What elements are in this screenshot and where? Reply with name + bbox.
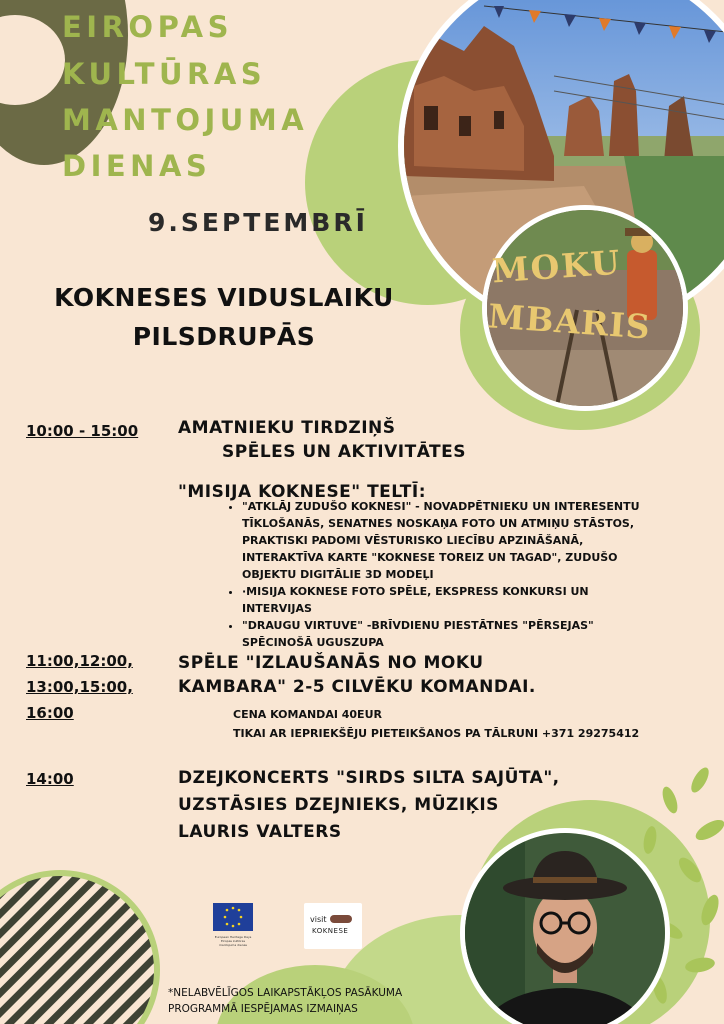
block2-registration-note: TIKAI AR IEPRIEKŠĒJU PIETEIKŠANOS PA TĀLRUNI +371 29275412 [233, 727, 640, 740]
ehd-text-2: Eiropas kultūras [220, 939, 246, 943]
moku-sign-line2: MBARIS [486, 296, 652, 347]
block2-price: CENA KOMANDAI 40EUR [233, 708, 382, 721]
performer-portrait-image [465, 833, 665, 1024]
title-line-3: MANTOJUMA [62, 103, 309, 137]
striped-circle [0, 870, 160, 1024]
moku-sign-line1: MOKU [490, 242, 623, 291]
title-line-2: KULTŪRAS [62, 57, 267, 91]
ehd-text-3: mantojuma dienas [218, 943, 247, 947]
event-date: 9.SEPTEMBRĪ [148, 208, 368, 237]
eu-flag-icon [213, 903, 253, 931]
block1-line1: AMATNIEKU TIRDZIŅŠ [178, 418, 396, 438]
visit-koknese-name: KOKNESE [312, 927, 349, 935]
performer-photo [460, 828, 670, 1024]
tent-title: "MISIJA KOKNESE" TELTĪ: [178, 482, 427, 502]
title-line-4: DIENAS [62, 149, 212, 183]
tent-activity-3: • "DRAUGU VIRTUVE" -BRĪVDIENU PIESTĀTNES "PĒRSEJAS" SPĒCINOŠĀ UGUSZUPA [242, 617, 642, 651]
block1-line2: SPĒLES UN AKTIVITĀTES [222, 442, 466, 462]
footer-note-line2: PROGRAMMĀ IESPĒJAMAS IZMAIŅAS [168, 1003, 358, 1015]
footer-note-line1: *NELABVĒLĪGOS LAIKAPSTĀKĻOS PASĀKUMA [168, 987, 403, 999]
location-heading-line1: KOKNESES VIDUSLAIKU [54, 283, 394, 312]
visit-koknese-logo [304, 903, 362, 949]
visit-koknese-prefix: visit [310, 915, 327, 924]
time-block1: 10:00 - 15:00 [26, 422, 139, 440]
location-heading-line2: PILSDRUPĀS [132, 322, 316, 351]
time-block3: 14:00 [26, 770, 74, 788]
ehd-text-1: European Heritage Days [214, 935, 252, 939]
block3-line1: DZEJKONCERTS "SIRDS SILTA SAJŪTA", [178, 768, 560, 788]
time-block2-line1: 11:00,12:00, [26, 652, 133, 670]
visit-koknese-mark [330, 915, 352, 923]
european-heritage-days-logo [213, 903, 253, 949]
tent-activity-1: • "ATKLĀJ ZUDUŠO KOKNESI" - NOVADPĒTNIEKU UN INTERESENTU TĪKLOŠANĀS, SENATNES NOSKAŅA FOTO UN ATMIŅU STĀSTOS, PRAKTISKI PADOMI VĒSTURISKO LIECĪBU APZINĀŠANĀ, INTERAKTĪVA KARTE "KOKNESE TOREIZ UN TAGAD", ZUDUŠO OBJEKTU DIGITĀLIE 3D MODEĻI [242, 498, 642, 583]
time-block2-line3: 16:00 [26, 704, 74, 722]
tent-activities-list [228, 498, 642, 651]
tent-activity-2: • ·MISIJA KOKNESE FOTO SPĒLE, EKSPRESS KONKURSI UN INTERVIJAS [242, 583, 642, 617]
block3-line2: UZSTĀSIES DZEJNIEKS, MŪZIĶIS [178, 795, 499, 815]
title-line-1: EIROPAS [62, 10, 234, 44]
block3-line3: LAURIS VALTERS [178, 822, 342, 842]
time-block2-line2: 13:00,15:00, [26, 678, 133, 696]
block2-line2: KAMBARA" 2-5 CILVĒKU KOMANDAI. [178, 677, 536, 697]
block2-line1: SPĒLE "IZLAUŠANĀS NO MOKU [178, 653, 484, 673]
